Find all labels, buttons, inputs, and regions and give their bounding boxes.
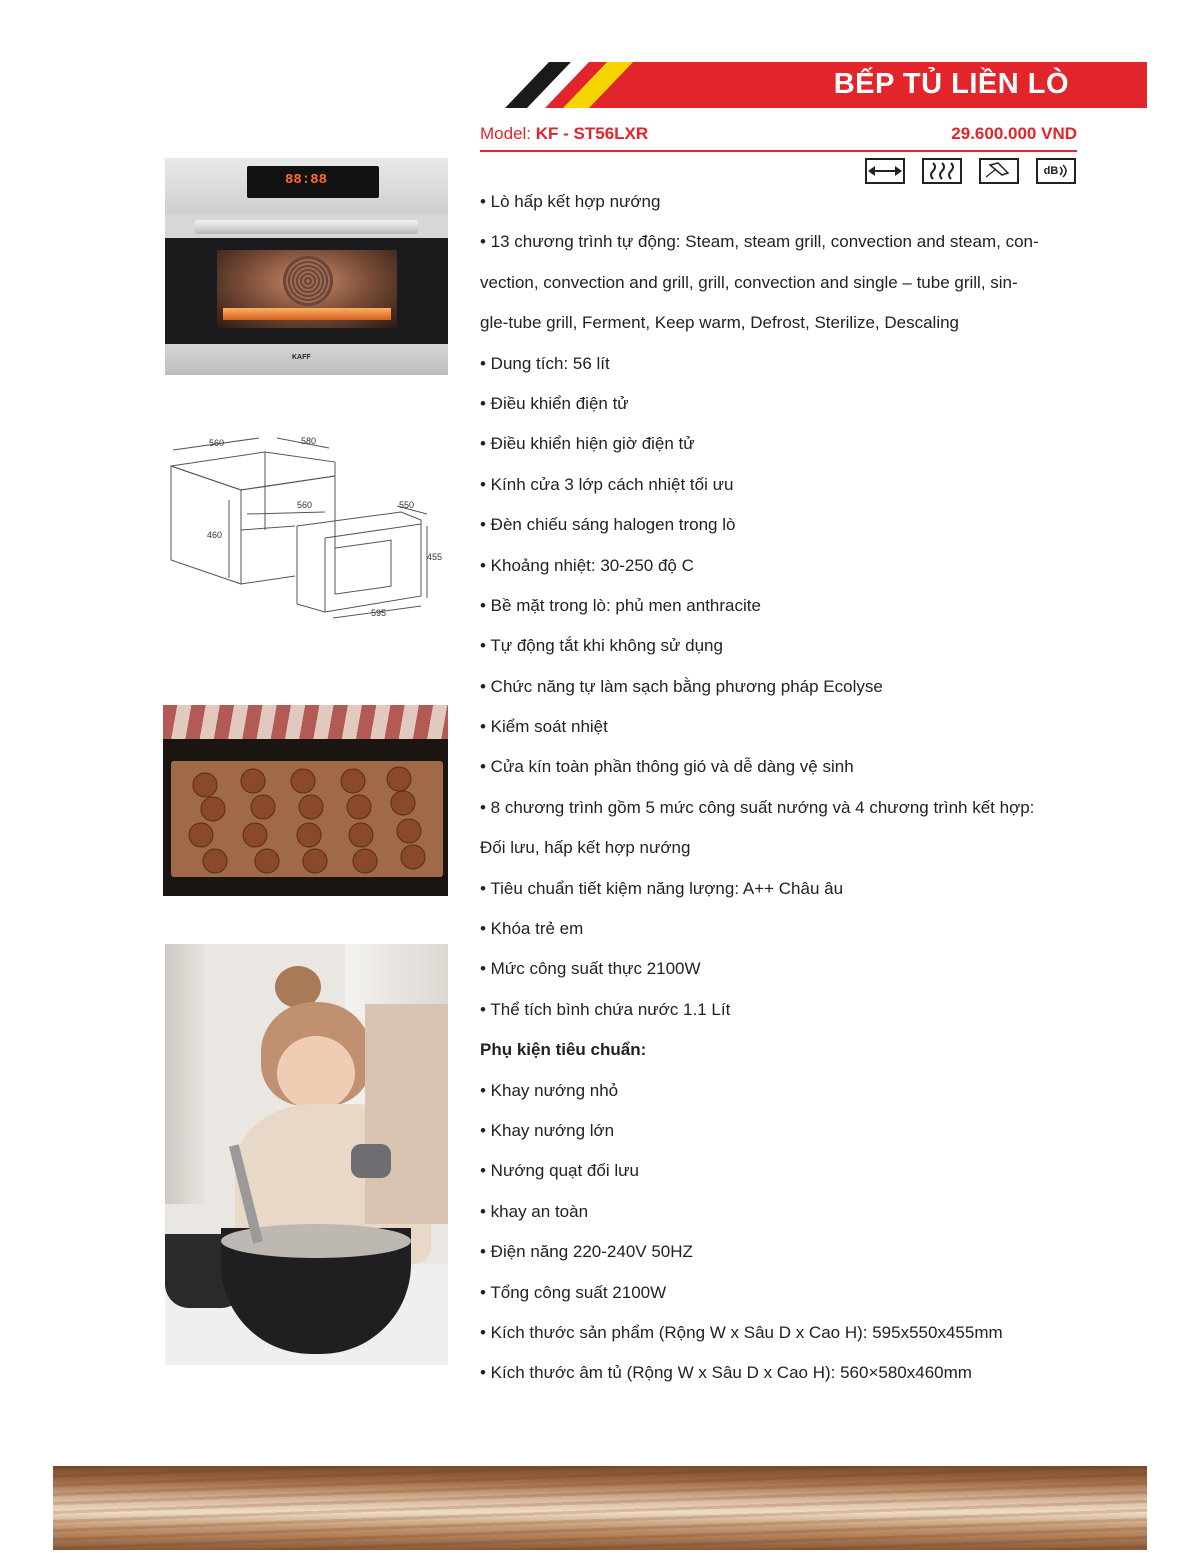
dim-560-inner: 560 [297,500,313,510]
feature-icons [865,158,1077,186]
spec-line: • Lò hấp kết hợp nướng [480,192,661,211]
spec-line: • Khoảng nhiệt: 30-250 độ C [480,555,694,575]
model-label-text: Model: [480,124,532,143]
spec-line: • Đèn chiếu sáng halogen trong lò [480,515,736,535]
spec-line: vection, convection and grill, grill, convection and single – tube grill, sin- [480,272,1018,292]
accessory-line: • Kích thước sản phẩm (Rộng W x Sâu D x Cao H): 595x550x455mm [480,1322,1003,1342]
touch-control-icon [979,158,1019,184]
model-code: KF - ST56LXR [535,124,649,143]
accessory-line: • Tổng công suất 2100W [480,1282,667,1302]
category-title: BẾP TỦ LIỀN LÒ [833,68,1069,100]
dim-580: 580 [301,436,317,446]
dim-595: 595 [371,608,387,618]
dim-550: 550 [399,500,415,510]
spec-list [480,188,1080,1400]
spec-line: • Tự động tắt khi không sử dụng [480,636,723,656]
spec-line: gle-tube grill, Ferment, Keep warm, Defrost, Sterilize, Descaling [480,313,960,333]
brand-label: KAFF [292,354,311,361]
width-arrows-icon [865,158,905,184]
spec-line: • Khóa trẻ em [480,919,584,939]
low-noise-db-icon [1036,158,1076,184]
accessories-heading: Phụ kiện tiêu chuẩn: [480,1040,647,1060]
spec-line: • Cửa kín toàn phần thông gió và dễ dàng vệ sinh [480,757,854,777]
spec-line: Đối lưu, hấp kết hợp nướng [480,838,691,858]
oven-product-photo [165,158,448,375]
accessory-line: • Điện năng 220-240V 50HZ [480,1242,693,1262]
spec-line: • Kính cửa 3 lớp cách nhiệt tối ưu [480,474,734,494]
dim-560-top: 560 [209,438,225,448]
spec-line: • Chức năng tự làm sạch bằng phương pháp Ecolyse [480,676,883,696]
accessory-line: • Kích thước âm tủ (Rộng W x Sâu D x Cao H): 560×580x460mm [480,1363,972,1383]
model-line [480,124,1077,152]
price: 29.600.000 VND [951,124,1077,143]
accessory-line: • Nướng quạt đối lưu [480,1161,639,1181]
spec-line: • Thể tích bình chứa nước 1.1 Lít [480,999,731,1019]
db-label: dB [1043,165,1059,177]
spec-line: • Mức công suất thực 2100W [480,959,701,979]
spec-line: • Điều khiển điện tử [480,393,629,413]
spec-line: • Điều khiển hiện giờ điện tử [480,434,695,454]
spec-line: • Kiểm soát nhiệt [480,717,608,737]
wood-footer [53,1466,1147,1550]
model-label [480,124,648,144]
dim-460: 460 [207,530,223,540]
dim-455: 455 [427,552,443,562]
installation-diagram [165,430,448,625]
cookies [163,705,448,896]
spec-line: • Tiêu chuẩn tiết kiệm năng lượng: A++ Châu âu [480,878,844,898]
spec-line: • Dung tích: 56 lít [480,353,610,373]
steam-heat-icon [922,158,962,184]
header-banner [505,62,1147,108]
child-baking-photo [165,944,448,1365]
spec-line: • Bề mặt trong lò: phủ men anthracite [480,595,761,615]
accessory-line: • khay an toàn [480,1201,589,1221]
oven-display: 88:88 [285,172,328,188]
cookies-tray-photo [163,705,448,896]
dimension-diagram [165,430,448,625]
spec-line: • 13 chương trình tự động: Steam, steam grill, convection and steam, con- [480,232,1039,252]
accessory-line: • Khay nướng lớn [480,1120,615,1140]
accessory-line: • Khay nướng nhỏ [480,1080,619,1100]
spec-line: • 8 chương trình gồm 5 mức công suất nướng và 4 chương trình kết hợp: [480,797,1035,817]
